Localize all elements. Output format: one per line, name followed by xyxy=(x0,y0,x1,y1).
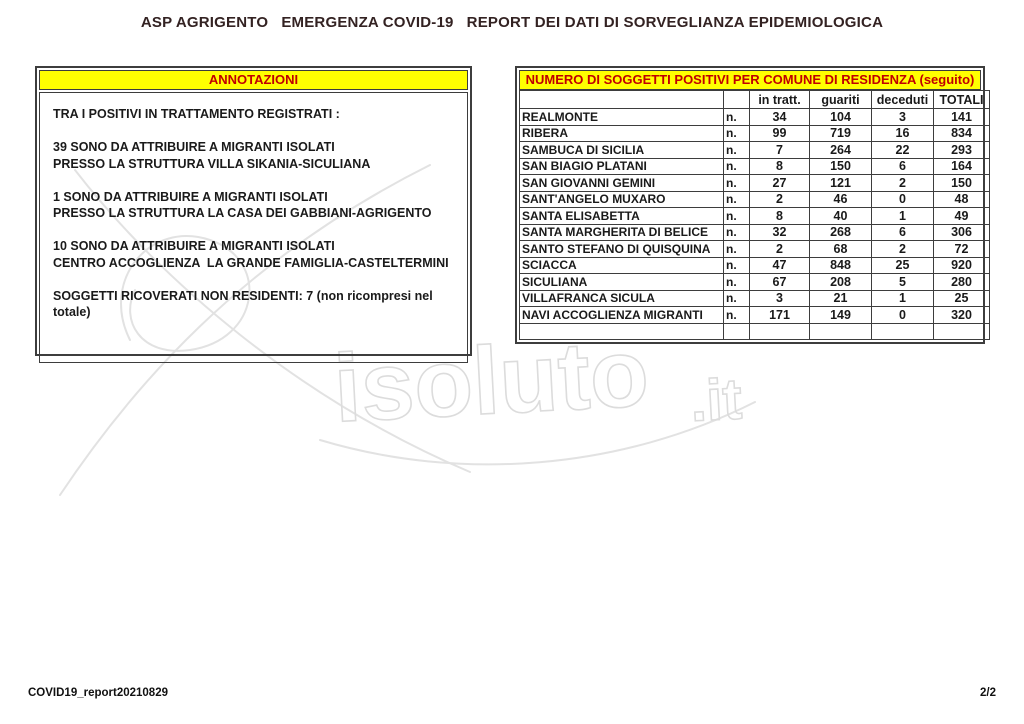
guariti-cell: 208 xyxy=(810,274,872,291)
table-row xyxy=(520,175,990,192)
column-header-comune xyxy=(520,91,724,109)
annotations-header: ANNOTAZIONI xyxy=(39,70,468,90)
totali-cell: 72 xyxy=(934,241,990,258)
annotation-line: CENTRO ACCOGLIENZA LA GRANDE FAMIGLIA-CASTELTERMINI xyxy=(53,255,449,270)
table-row xyxy=(520,125,990,142)
in-tratt-cell: 67 xyxy=(750,274,810,291)
comune-cell: REALMONTE xyxy=(520,109,724,126)
annotation-line: PRESSO LA STRUTTURA VILLA SIKANIA-SICULIANA xyxy=(53,156,371,171)
comune-cell: SANTA ELISABETTA xyxy=(520,208,724,225)
in-tratt-cell: 7 xyxy=(750,142,810,159)
guariti-cell: 150 xyxy=(810,158,872,175)
guariti-cell: 21 xyxy=(810,290,872,307)
document-id: COVID19_report20210829 xyxy=(28,687,168,699)
annotation-line xyxy=(53,222,457,239)
comune-cell: VILLAFRANCA SICULA xyxy=(520,290,724,307)
table-row xyxy=(520,109,990,126)
in-tratt-cell: 3 xyxy=(750,290,810,307)
n-label-cell: n. xyxy=(724,208,750,225)
totali-cell: 834 xyxy=(934,125,990,142)
table-row xyxy=(520,241,990,258)
n-label-cell: n. xyxy=(724,290,750,307)
column-header-deceduti: deceduti xyxy=(872,91,934,109)
deceduti-cell: 2 xyxy=(872,241,934,258)
in-tratt-cell: 99 xyxy=(750,125,810,142)
deceduti-cell: 1 xyxy=(872,208,934,225)
comune-cell: SAMBUCA DI SICILIA xyxy=(520,142,724,159)
annotations-body xyxy=(39,92,468,363)
n-label-cell: n. xyxy=(724,224,750,241)
totali-cell: 150 xyxy=(934,175,990,192)
annotation-line: 39 SONO DA ATTRIBUIRE A MIGRANTI ISOLATI xyxy=(53,140,335,154)
totali-cell: 49 xyxy=(934,208,990,225)
totali-cell: 320 xyxy=(934,307,990,324)
n-label-cell: n. xyxy=(724,109,750,126)
annotation-line: TRA I POSITIVI IN TRATTAMENTO REGISTRATI : xyxy=(53,107,340,121)
n-label-cell: n. xyxy=(724,274,750,291)
in-tratt-cell: 32 xyxy=(750,224,810,241)
annotation-line xyxy=(53,123,457,140)
table-row-empty xyxy=(520,323,990,340)
deceduti-cell: 5 xyxy=(872,274,934,291)
annotation-line: 10 SONO DA ATTRIBUIRE A MIGRANTI ISOLATI xyxy=(53,239,335,253)
n-label-cell: n. xyxy=(724,191,750,208)
n-label-cell: n. xyxy=(724,125,750,142)
annotation-line: SOGGETTI RICOVERATI NON RESIDENTI: 7 (non ricompresi nel totale) xyxy=(53,288,437,319)
deceduti-cell: 2 xyxy=(872,175,934,192)
guariti-cell: 719 xyxy=(810,125,872,142)
comune-cell: SAN BIAGIO PLATANI xyxy=(520,158,724,175)
deceduti-cell: 0 xyxy=(872,191,934,208)
comune-cell: SCIACCA xyxy=(520,257,724,274)
annotation-line: PRESSO LA STRUTTURA LA CASA DEI GABBIANI-AGRIGENTO xyxy=(53,206,432,220)
annotation-line xyxy=(53,271,457,288)
comune-cell: SANTO STEFANO DI QUISQUINA xyxy=(520,241,724,258)
comune-cell: SANTA MARGHERITA DI BELICE xyxy=(520,224,724,241)
column-header-guariti: guariti xyxy=(810,91,872,109)
n-label-cell: n. xyxy=(724,142,750,159)
n-label-cell: n. xyxy=(724,307,750,324)
positives-table-body xyxy=(520,109,990,340)
in-tratt-cell: 2 xyxy=(750,241,810,258)
in-tratt-cell: 34 xyxy=(750,109,810,126)
totali-cell: 306 xyxy=(934,224,990,241)
guariti-cell: 121 xyxy=(810,175,872,192)
page-number: 2/2 xyxy=(980,687,996,699)
comune-cell: RIBERA xyxy=(520,125,724,142)
column-header-in-tratt: in tratt. xyxy=(750,91,810,109)
in-tratt-cell: 47 xyxy=(750,257,810,274)
totali-cell: 920 xyxy=(934,257,990,274)
column-header-n xyxy=(724,91,750,109)
in-tratt-cell: 27 xyxy=(750,175,810,192)
table-row xyxy=(520,158,990,175)
deceduti-cell: 1 xyxy=(872,290,934,307)
n-label-cell: n. xyxy=(724,257,750,274)
guariti-cell: 848 xyxy=(810,257,872,274)
page-title: ASP AGRIGENTO EMERGENZA COVID-19 REPORT DEI DATI DI SORVEGLIANZA EPIDEMIOLOGICA xyxy=(140,14,884,31)
in-tratt-cell: 8 xyxy=(750,158,810,175)
deceduti-cell: 3 xyxy=(872,109,934,126)
table-row xyxy=(520,142,990,159)
table-row xyxy=(520,290,990,307)
comune-cell: SICULIANA xyxy=(520,274,724,291)
comune-cell: NAVI ACCOGLIENZA MIGRANTI xyxy=(520,307,724,324)
positives-table-box xyxy=(515,66,985,344)
n-label-cell: n. xyxy=(724,158,750,175)
totali-cell: 48 xyxy=(934,191,990,208)
guariti-cell: 104 xyxy=(810,109,872,126)
totali-cell: 164 xyxy=(934,158,990,175)
positives-table xyxy=(519,90,990,340)
guariti-cell: 46 xyxy=(810,191,872,208)
guariti-cell: 149 xyxy=(810,307,872,324)
deceduti-cell: 16 xyxy=(872,125,934,142)
deceduti-cell: 0 xyxy=(872,307,934,324)
deceduti-cell: 6 xyxy=(872,158,934,175)
in-tratt-cell: 8 xyxy=(750,208,810,225)
in-tratt-cell: 171 xyxy=(750,307,810,324)
totali-cell: 25 xyxy=(934,290,990,307)
table-row xyxy=(520,208,990,225)
n-label-cell: n. xyxy=(724,241,750,258)
deceduti-cell: 6 xyxy=(872,224,934,241)
table-row xyxy=(520,224,990,241)
annotations-box xyxy=(35,66,472,356)
column-header-totali: TOTALI xyxy=(934,91,990,109)
annotation-line xyxy=(53,172,457,189)
deceduti-cell: 25 xyxy=(872,257,934,274)
watermark-text-suffix: .it xyxy=(688,366,744,435)
in-tratt-cell: 2 xyxy=(750,191,810,208)
comune-cell: SAN GIOVANNI GEMINI xyxy=(520,175,724,192)
annotation-line: 1 SONO DA ATTRIBUIRE A MIGRANTI ISOLATI xyxy=(53,189,328,204)
table-row xyxy=(520,257,990,274)
totali-cell: 293 xyxy=(934,142,990,159)
positives-table-title: NUMERO DI SOGGETTI POSITIVI PER COMUNE DI RESIDENZA (seguito) xyxy=(519,70,981,90)
n-label-cell: n. xyxy=(724,175,750,192)
column-header-row xyxy=(520,91,990,109)
totali-cell: 141 xyxy=(934,109,990,126)
watermark-text-main: isoluto xyxy=(331,319,652,443)
guariti-cell: 68 xyxy=(810,241,872,258)
guariti-cell: 264 xyxy=(810,142,872,159)
guariti-cell: 40 xyxy=(810,208,872,225)
guariti-cell: 268 xyxy=(810,224,872,241)
table-row xyxy=(520,191,990,208)
comune-cell: SANT'ANGELO MUXARO xyxy=(520,191,724,208)
deceduti-cell: 22 xyxy=(872,142,934,159)
table-row xyxy=(520,307,990,324)
totali-cell: 280 xyxy=(934,274,990,291)
table-row xyxy=(520,274,990,291)
